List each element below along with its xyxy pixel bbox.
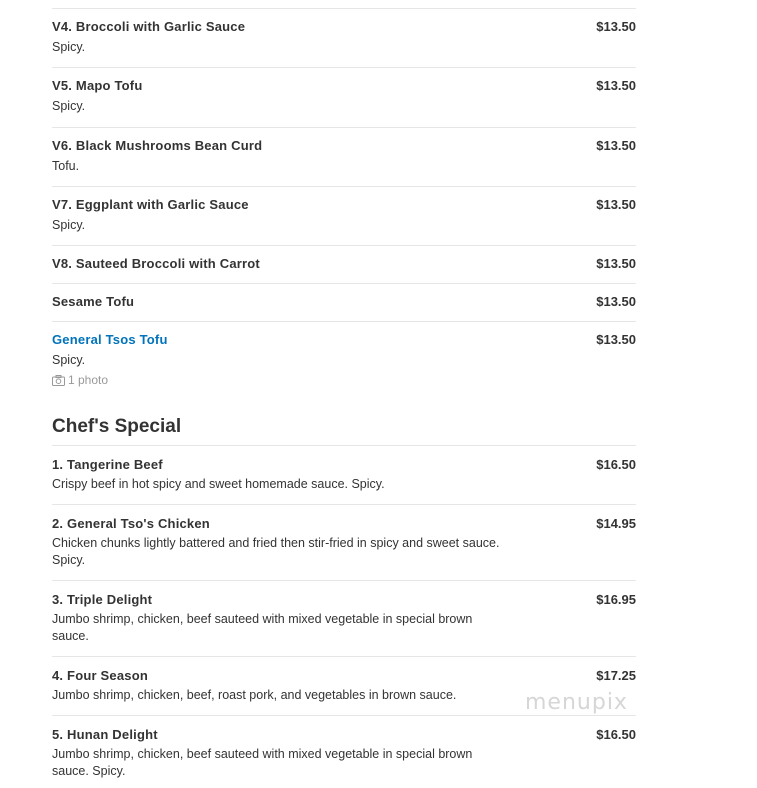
item-name: 5. Hunan Delight [52, 727, 158, 742]
item-name: 3. Triple Delight [52, 592, 153, 607]
item-name: Sesame Tofu [52, 294, 135, 309]
item-name: V8. Sauteed Broccoli with Carrot [52, 256, 260, 271]
item-name: V7. Eggplant with Garlic Sauce [52, 197, 249, 212]
item-description: Spicy. [52, 218, 86, 232]
item-description: Chicken chunks lightly battered and fried then stir-fried in spicy and sweet sauce. Spicy. [52, 536, 500, 567]
menu-item [52, 445, 636, 505]
menu-item [52, 127, 636, 187]
item-description: Spicy. [52, 99, 86, 113]
item-description: Jumbo shrimp, chicken, beef sauteed with mixed vegetable in special brown sauce. Spicy. [52, 747, 473, 778]
menu-item [52, 67, 636, 128]
item-name: 1. Tangerine Beef [52, 457, 163, 472]
item-description: Spicy. [52, 40, 86, 54]
item-price: $14.95 [596, 516, 636, 531]
item-price: $13.50 [596, 78, 636, 93]
item-price: $16.50 [596, 727, 636, 742]
item-description: Spicy. [52, 353, 86, 367]
item-price: $13.50 [596, 256, 636, 271]
menu-item [52, 245, 636, 284]
item-price: $16.95 [596, 592, 636, 607]
section-title: Chef's Special [52, 416, 182, 437]
item-price: $13.50 [596, 332, 636, 347]
menu-item [52, 580, 636, 657]
watermark-logo: menupix [525, 690, 628, 715]
item-name: V4. Broccoli with Garlic Sauce [52, 19, 246, 34]
item-name: 2. General Tso's Chicken [52, 516, 210, 531]
item-price: $13.50 [596, 19, 636, 34]
item-price: $13.50 [596, 138, 636, 153]
item-description: Jumbo shrimp, chicken, beef sauteed with mixed vegetable in special brown sauce. [52, 612, 473, 643]
camera-icon [52, 375, 65, 386]
item-price: $13.50 [596, 294, 636, 309]
menu-item [52, 715, 636, 788]
photo-count: 1 photo [68, 373, 109, 387]
menu-item [52, 283, 636, 322]
item-description: Tofu. [52, 159, 80, 173]
item-description: Crispy beef in hot spicy and sweet homemade sauce. Spicy. [52, 477, 385, 491]
photo-link[interactable] [52, 373, 636, 387]
menu-item [52, 8, 636, 68]
item-price: $16.50 [596, 457, 636, 472]
item-description: Jumbo shrimp, chicken, beef, roast pork, and vegetables in brown sauce. [52, 688, 457, 702]
item-name: V6. Black Mushrooms Bean Curd [52, 138, 263, 153]
item-name-link[interactable]: General Tsos Tofu [52, 332, 168, 347]
item-name: V5. Mapo Tofu [52, 78, 143, 93]
item-name: 4. Four Season [52, 668, 148, 683]
menu-item [52, 186, 636, 246]
item-price: $13.50 [596, 197, 636, 212]
menu-item [52, 504, 636, 581]
menu-item [52, 321, 636, 402]
item-price: $17.25 [596, 668, 636, 683]
